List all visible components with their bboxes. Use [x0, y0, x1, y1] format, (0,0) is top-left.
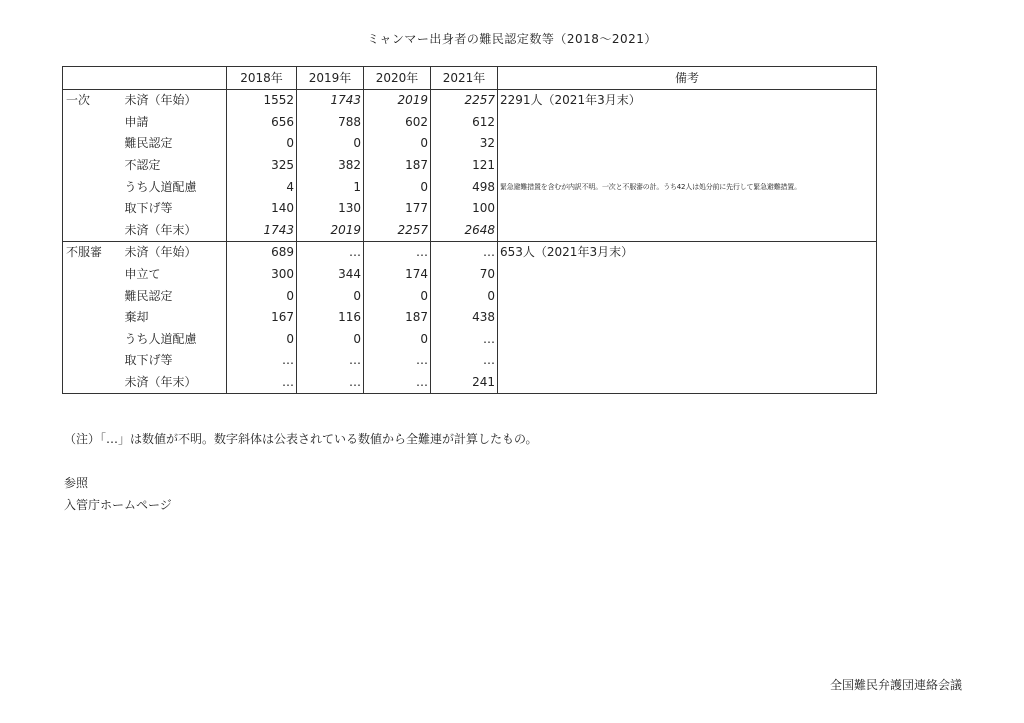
cell-remark	[498, 329, 877, 351]
cell-remark	[498, 198, 877, 220]
cell-value: 130	[297, 198, 364, 220]
cell-value: …	[431, 242, 498, 264]
cell-value: 325	[227, 155, 297, 177]
cell-value: 174	[364, 264, 431, 286]
table-row	[63, 372, 877, 394]
cell-value: 187	[364, 307, 431, 329]
cell-remark	[498, 112, 877, 134]
cell-value: 116	[297, 307, 364, 329]
cell-remark	[498, 350, 877, 372]
row-label: 取下げ等	[124, 353, 173, 368]
cell-value: …	[431, 329, 498, 351]
cell-value: 4	[227, 176, 297, 198]
cell-value: 602	[364, 112, 431, 134]
page-title: ミャンマー出身者の難民認定数等（2018〜2021）	[367, 32, 657, 46]
cell-value: 344	[297, 264, 364, 286]
cell-value: 0	[364, 329, 431, 351]
cell-value: …	[297, 242, 364, 264]
group-primary-label: 一次	[63, 90, 123, 112]
cell-value: 0	[431, 285, 498, 307]
row-label: 取下げ等	[124, 201, 173, 216]
cell-remark: 653人（2021年3月末）	[498, 242, 877, 264]
row-label: 棄却	[124, 310, 149, 325]
cell-value: 438	[431, 307, 498, 329]
reference-link: 入管庁ホームページ	[64, 498, 172, 512]
cell-value: 612	[431, 112, 498, 134]
row-label: 難民認定	[124, 136, 173, 151]
cell-value: 2257	[364, 220, 431, 242]
table-row	[63, 90, 877, 112]
cell-value: 0	[364, 176, 431, 198]
row-label: 未済（年始）	[124, 93, 197, 108]
cell-value: 140	[227, 198, 297, 220]
row-label: 難民認定	[124, 288, 173, 303]
cell-value: 0	[227, 285, 297, 307]
table-row	[63, 350, 877, 372]
row-label: うち人道配慮	[124, 331, 197, 346]
cell-value: …	[431, 350, 498, 372]
cell-value: 1743	[297, 90, 364, 112]
table-row	[63, 220, 877, 242]
group-appeal-label: 不服審	[63, 242, 123, 264]
cell-value: 2648	[431, 220, 498, 242]
cell-value: 2257	[431, 90, 498, 112]
table-row	[63, 307, 877, 329]
table-row	[63, 176, 877, 198]
table-row	[63, 329, 877, 351]
cell-remark	[498, 264, 877, 286]
row-label: 未済（年末）	[123, 372, 227, 394]
header-remarks: 備考	[498, 67, 877, 90]
table-row	[63, 285, 877, 307]
header-blank	[63, 67, 227, 90]
cell-value: 167	[227, 307, 297, 329]
cell-remark	[498, 155, 877, 177]
header-year-2019: 2019年	[297, 67, 364, 90]
organization-name: 全国難民弁護団連絡会議	[829, 678, 962, 692]
table-row	[63, 198, 877, 220]
cell-value: 0	[364, 285, 431, 307]
cell-value: 32	[431, 133, 498, 155]
row-label: 未済（年始）	[123, 242, 227, 264]
table-header-row	[63, 67, 877, 90]
cell-value: 2019	[364, 90, 431, 112]
cell-value: …	[227, 350, 297, 372]
cell-remark: 2291人（2021年3月末）	[498, 90, 877, 112]
cell-value: …	[297, 372, 364, 394]
cell-value: 0	[227, 329, 297, 351]
cell-remark	[498, 285, 877, 307]
cell-value: 0	[227, 133, 297, 155]
table-row	[63, 112, 877, 134]
cell-remark	[498, 307, 877, 329]
row-label: 不認定	[124, 158, 161, 173]
row-label: 申請	[124, 114, 149, 129]
cell-value: …	[364, 350, 431, 372]
cell-value: 1552	[227, 90, 297, 112]
cell-value: …	[364, 242, 431, 264]
cell-remark	[498, 220, 877, 242]
table-row	[63, 133, 877, 155]
cell-value: 382	[297, 155, 364, 177]
row-label: 未済（年末）	[124, 222, 197, 237]
header-year-2021: 2021年	[431, 67, 498, 90]
table-row	[63, 155, 877, 177]
table-row	[63, 264, 877, 286]
cell-value: 0	[364, 133, 431, 155]
cell-value: …	[364, 372, 431, 394]
cell-value: 187	[364, 155, 431, 177]
refugee-stats-table	[62, 66, 877, 394]
cell-value: 2019	[297, 220, 364, 242]
header-year-2020: 2020年	[364, 67, 431, 90]
cell-value: 0	[297, 133, 364, 155]
header-year-2018: 2018年	[227, 67, 297, 90]
cell-remark	[498, 133, 877, 155]
cell-value: 0	[297, 329, 364, 351]
cell-value: 656	[227, 112, 297, 134]
cell-value: 1	[297, 176, 364, 198]
cell-value: …	[297, 350, 364, 372]
footnote: （注）「…」は数値が不明。数字斜体は公表されている数値から全難連が計算したもの。	[64, 432, 538, 446]
row-label: うち人道配慮	[124, 179, 197, 194]
cell-value: 177	[364, 198, 431, 220]
cell-remark	[498, 372, 877, 394]
cell-remark: 緊急避難措置を含むが内訳不明。一次と不服審の計。うち42人は処分前に先行して緊急避難措置。	[498, 176, 877, 198]
cell-value: 0	[297, 285, 364, 307]
row-label: 申立て	[124, 267, 161, 282]
cell-value: 70	[431, 264, 498, 286]
cell-value: 300	[227, 264, 297, 286]
reference-title: 参照	[64, 476, 89, 490]
cell-value: …	[227, 372, 297, 394]
cell-value: 100	[431, 198, 498, 220]
cell-value: 498	[431, 176, 498, 198]
cell-value: 241	[431, 372, 498, 394]
cell-value: 1743	[227, 220, 297, 242]
cell-value: 121	[431, 155, 498, 177]
cell-value: 788	[297, 112, 364, 134]
cell-value: 689	[227, 242, 297, 264]
table-row	[63, 242, 877, 264]
